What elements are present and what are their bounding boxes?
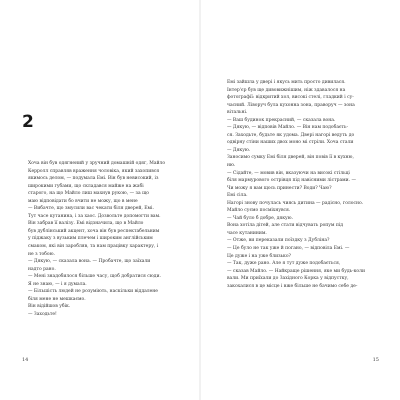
text-line: біля мармурового острівця під навісними лістрами. —	[227, 178, 357, 184]
text-line: часний. Ліворуч була кухонна зона, праворуч — зона	[227, 102, 355, 108]
text-line: — Мені знадобилося більше часу, щоб добратися сюди.	[28, 274, 161, 280]
text-line: Майло суємо посміхнувся.	[227, 208, 291, 214]
text-line: Він забрав її валізу. Емі відзначила, що в Майло	[28, 221, 144, 227]
text-line: Він відійшов убік.	[28, 304, 71, 310]
text-line: старого, на що Майло лиш махнув рукою, — за що	[28, 191, 149, 197]
text-line: широкими губами, що складався майже на жабі	[28, 183, 144, 189]
page-number-left: 14	[22, 357, 29, 363]
text-line: ся. Заходьте, будьте як удома. Двері нагорі ведуть до	[227, 132, 355, 138]
text-line: — Ваш будинок прекрасний, — сказала вона.	[227, 117, 336, 123]
text-line: надто рано.	[28, 266, 56, 272]
text-line: — Сідайте, — мовив він, вказуючи на високі стільці	[227, 170, 350, 176]
right-page-text	[221, 79, 381, 290]
text-line: був дублінський акцент, хоча він був респектабельним	[28, 228, 160, 234]
text-line: смаком, які він заробляв, та нам працівку характеру, і	[28, 244, 159, 250]
text-line: вітальні.	[227, 110, 248, 116]
text-line: Я не знаю, — і я думала.	[28, 281, 87, 287]
text-line: біля мене не мешкаємо.	[28, 296, 86, 302]
text-line: Емі сіла.	[227, 193, 248, 199]
text-line: вали. Ми приїхали до Західного Корка у відпустку,	[227, 276, 349, 282]
text-line: Емі зайшла у двері і якусь мить просто дивилася.	[227, 80, 346, 85]
text-line: якимось делом, — подумала Емі. Він був невисокий, із	[28, 176, 159, 182]
text-line: не з тобою.	[28, 251, 55, 257]
text-line: — Дякую, — відповів Майло. — Він нам подобаєть-	[227, 125, 348, 131]
text-line: — Це було не так уже й погано, — відповіла Емі. —	[227, 246, 350, 252]
left-page-text	[22, 160, 182, 318]
text-line: Керролл справляв враження чоловіка, який захопився	[28, 168, 160, 174]
text-line: Заносимо сумку Емі біля дверей, він повів її в кухню,	[227, 155, 354, 161]
text-line: — Отже, ви переказали поїздку з Дубліна?	[227, 238, 330, 244]
text-line: — Так, дуже рано. Але я тут дуже подобається,	[227, 261, 341, 267]
text-line: Інтер'єр був ще дивовижнішим, ніж здавалося на	[227, 87, 346, 93]
text-line: у піджаку з вузьким плечем і широким англійським	[28, 236, 153, 242]
text-line: фотографії: відкритий хол, високі стелі, гладкий і су-	[227, 95, 354, 101]
text-line: часе кутаниним.	[227, 230, 267, 236]
text-line: Тут часе кутанина, і за хаос. Дозвольте допомогти вам.	[28, 213, 161, 219]
text-line: — Вибачте, що змусили вас чекати біля дверей, Емі.	[28, 206, 154, 212]
text-line: — сказав Майло. — Найкраще рішення, яке ми будь-коли	[227, 268, 365, 274]
text-line: маю відповідати бо вчити не можу, що в мене	[28, 198, 138, 204]
text-line: — Дякую.	[227, 147, 251, 153]
chapter-number: 2	[22, 112, 34, 132]
text-line: — Дякую, — сказала вона. — Пробачте, що заїхали	[28, 259, 151, 265]
text-line: Хоча він був одягнений у зручний домашній одяг, Майло	[28, 161, 166, 166]
text-line: ню.	[227, 163, 236, 169]
text-line: одвірну стіни наших двох моно мі стріли. Хоча стали	[227, 140, 354, 146]
page-number-right: 15	[372, 357, 379, 363]
text-line: — Заходьте!	[28, 311, 57, 317]
text-line: Вона хотіла дітей, але стати відчувать ропум під	[227, 223, 344, 229]
text-line: Нагорі знову почулась чиясь дитина — радісно, голосно.	[227, 200, 364, 206]
text-line: Чи можу я вам щось принести? Води? Чаю?	[227, 185, 332, 191]
text-line: Це дуже і на уже близько?	[227, 253, 291, 259]
text-line: — Більшість людей не розуміють, наскільки віддалене	[28, 289, 158, 295]
right-page	[200, 0, 400, 400]
text-line: закохалися в це місце і вже більше не бачимо себе де-	[227, 283, 358, 289]
text-line: — Чай було б добре, дякую.	[227, 215, 294, 221]
